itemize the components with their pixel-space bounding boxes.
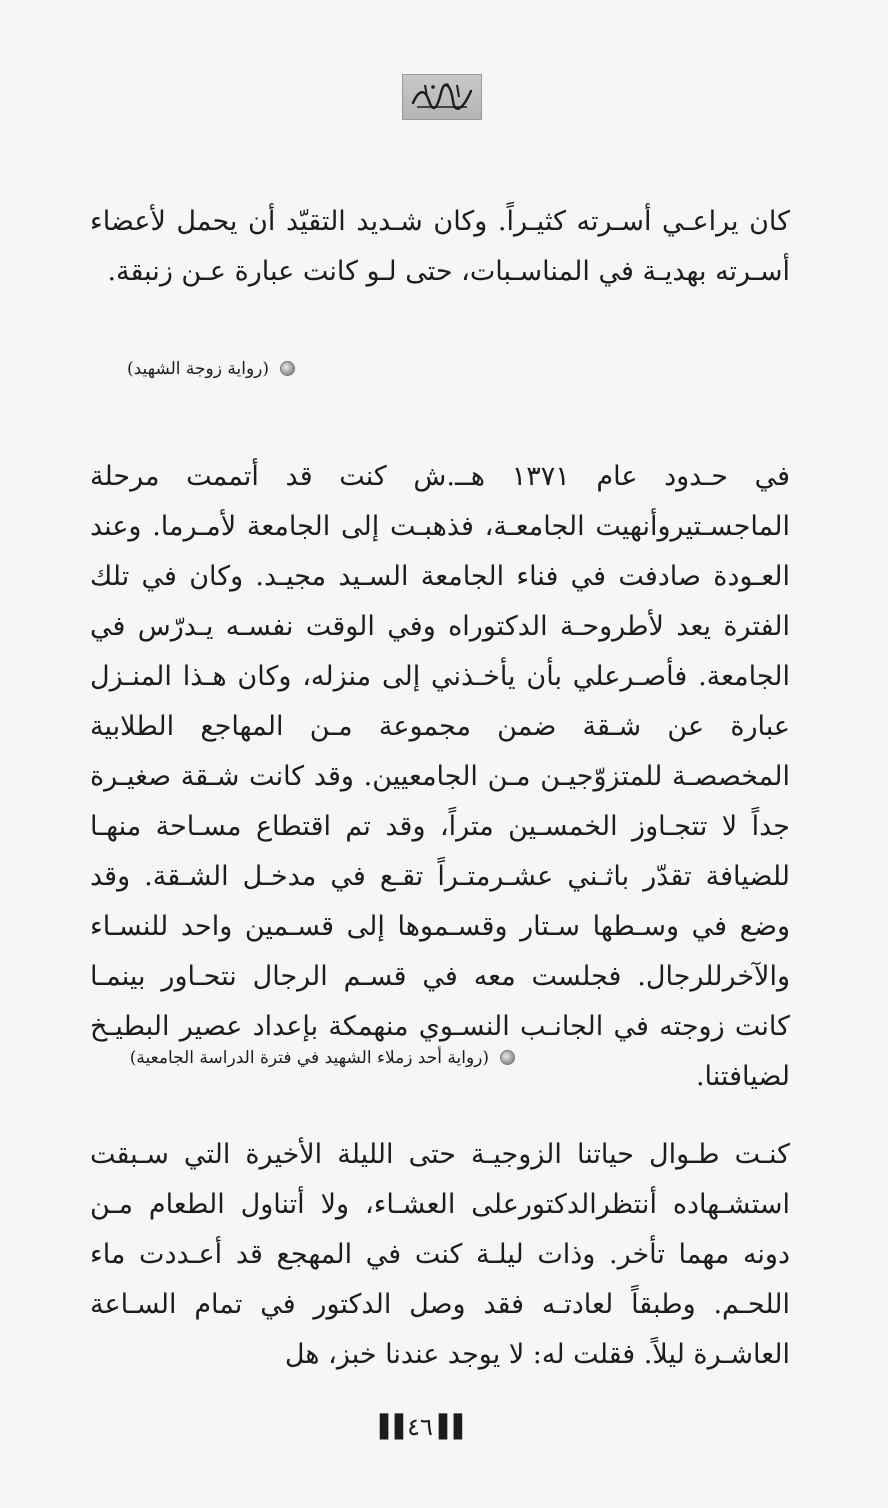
caption-2 bbox=[55, 1045, 515, 1071]
page-number-bar-left: ▌▌ bbox=[438, 1414, 469, 1440]
paragraph-2: في حـدود عام ١٣٧١ هــ.ش كنت قد أتممت مرحلة الماجسـتيروأنهيت الجامعـة، فذهبـت إلى الجامعة لأمـرما. وعند العـودة صادفت في فناء الجامعة السـيد مجيـد. وكان في تلك الفترة يعد لأطروحـة الدكتوراه وفي الوقت نفسـه يـدرّس في الجامعة. فأصـرعلي بأن يأخـذني إلى منزله، وكان هـذا المنـزل عبارة عن شـقة ضمن مجموعة مـن المهاجع الطلابية المخصصـة للمتزوّجيـن مـن الجامعيين. وقد كانت شـقة صغيـرة جداً لا تتجـاوز الخمسـين متراً، وقد تم اقتطاع مسـاحة منهـا للضيافة تقدّر باثـني عشـرمتـراً تقـع في مدخـل الشـقة. وقد وضع في وسـطها سـتار وقسـموها إلى قسـمين واحد للنسـاء والآخرللرجال. فجلست معه في قسـم الرجال نتحـاور بينمـا كانت زوجته في الجانـب النسـوي منهمكة بإعداد عصير البطيـخ لضيافتنا. bbox=[90, 461, 790, 1092]
caption-1-text: (رواية زوجة الشهيد) bbox=[126, 359, 269, 379]
bullet-icon bbox=[500, 1050, 515, 1065]
calligraphy-emblem-icon bbox=[407, 79, 477, 115]
header-logo bbox=[402, 74, 482, 120]
paragraph-3: كنـت طـوال حياتنا الزوجيـة حتى الليلة الأخيرة التي سـبقت استشـهاده أنتظرالدكتورعلى العشـاء، ولا أتناول الطعام مـن دونه مهما تأخر. وذات ليلـة كنت في المهجع قد أعـددت ماء اللحـم. وطبقاً لعادتـه فقد وصل الدكتور في تمام السـاعة العاشـرة ليلاً. فقلت له: لا يوجد عندنا خبز، هل bbox=[90, 1139, 790, 1370]
caption-2-text: (رواية أحد زملاء الشهيد في فترة الدراسة الجامعية) bbox=[129, 1048, 489, 1068]
page-number-footer bbox=[371, 1410, 469, 1444]
caption-1 bbox=[0, 356, 295, 382]
page-number-bar-right: ▐▐ bbox=[371, 1414, 402, 1440]
paragraph-1: كان يراعـي أسـرته كثيـراً. وكان شـديد التقيّد أن يحمل لأعضاء أسـرته بهديـة في المناسـبات، حتى لـو كانت عبارة عـن زنبقة. bbox=[90, 206, 790, 287]
bullet-icon bbox=[280, 361, 295, 376]
page-number: ٤٦ bbox=[407, 1413, 433, 1441]
